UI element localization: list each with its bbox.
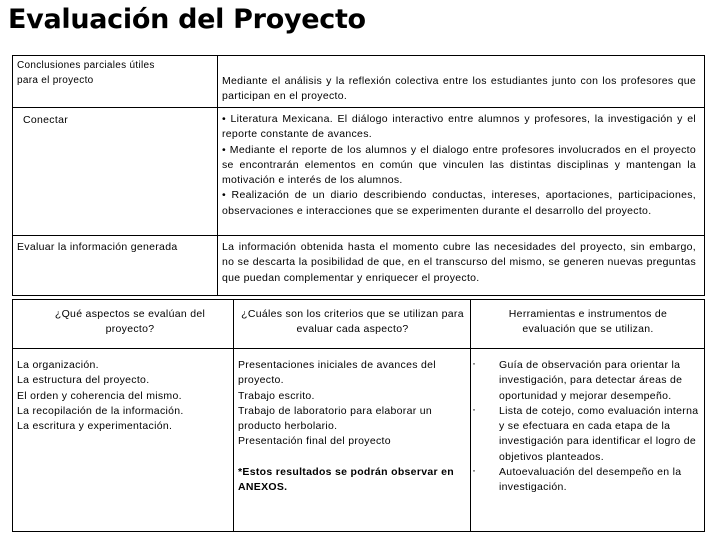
criteria-item: Presentación final del proyecto xyxy=(238,435,391,448)
criteria-item: Trabajo de laboratorio para elaborar un producto herbolario. xyxy=(238,404,433,433)
row-label-conclusiones: Conclusiones parciales útiles para el proyecto xyxy=(17,60,155,86)
bullet-icon: · xyxy=(472,401,477,416)
page-title: Evaluación del Proyecto xyxy=(8,4,366,35)
header-criterios: ¿Cuáles son los criterios que se utilizan para evaluar cada aspecto? xyxy=(241,308,464,336)
bottom-col-divider-1 xyxy=(233,299,234,532)
criteria-item: Trabajo escrito. xyxy=(238,389,315,402)
row-content-conectar xyxy=(222,112,696,219)
row-label-evaluar: Evaluar la información generada xyxy=(17,241,178,253)
row-content-conclusiones: Mediante el análisis y la reflexión colectiva entre los estudiantes junto con los profesores que participan en el proyecto. xyxy=(222,75,696,103)
tool-item: · Guía de observación para orientar la investigación, para detectar áreas de oportunidad y mejorar desempeño. xyxy=(472,356,683,402)
bullet-icon: · xyxy=(472,463,477,478)
conectar-point-2: • Mediante el reporte de los alumnos y el dialogo entre profesores involucrados en el proyecto se encontrarán elementos en común que vinculen las distintas disciplinas y mantengan la motivación e interés de los alumnos. xyxy=(222,143,696,187)
criteria-list xyxy=(238,358,456,450)
criteria-item: Presentaciones iniciales de avances del proyecto. xyxy=(238,359,436,387)
criteria-note: *Estos resultados se podrán observar en ANEXOS. xyxy=(238,466,454,494)
conectar-point-3: • Realización de un diario describiendo conductas, intereses, aportaciones, participaciones, observaciones e interacciones que se experimenten durante el desarrollo del proyecto. xyxy=(222,189,696,217)
conectar-point-1: • Literatura Mexicana. El diálogo interactivo entre alumnos y profesores, la investigación y el reporte constante de avances. xyxy=(222,113,696,141)
row-content-evaluar: La información obtenida hasta el momento cubre las necesidades del proyecto, sin embargo, no se descarta la posibilidad de que, en el transcurso del mismo, se generen nuevas preguntas que puedan complementar y enriquecer el proyecto. xyxy=(222,241,696,284)
top-row-divider-1 xyxy=(12,107,705,108)
tool-item: · Autoevaluación del desempeño en la investigación. xyxy=(472,463,682,494)
aspect-item: La escritura y experimentación. xyxy=(17,420,173,433)
top-table-divider xyxy=(217,55,218,296)
top-row-divider-2 xyxy=(12,235,705,236)
row-label-conectar: Conectar xyxy=(23,114,69,126)
bullet-icon: · xyxy=(472,356,477,370)
bottom-header-divider xyxy=(12,348,705,349)
aspect-item: El orden y coherencia del mismo. xyxy=(17,389,182,402)
aspects-list xyxy=(17,358,229,434)
header-aspectos: ¿Qué aspectos se evalúan del proyecto? xyxy=(54,308,206,336)
aspect-item: La recopilación de la información. xyxy=(17,404,184,417)
tool-item: · Lista de cotejo, como evaluación interna y se efectuara en cada etapa de la investigación para identificar el logro de objetivos planteados. xyxy=(472,401,699,463)
aspect-item: La organización. xyxy=(17,359,99,371)
aspect-item: La estructura del proyecto. xyxy=(17,374,150,387)
bottom-col-divider-2 xyxy=(470,299,471,532)
tools-list xyxy=(472,356,701,496)
header-herramientas: Herramientas e instrumentos de evaluación que se utilizan. xyxy=(508,308,668,336)
